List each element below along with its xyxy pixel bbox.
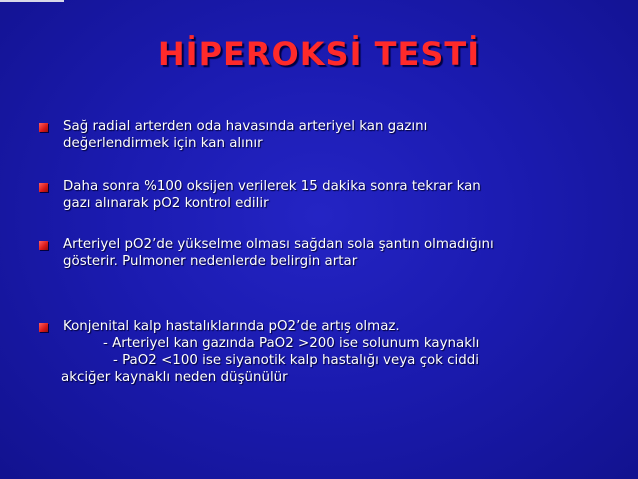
bullet-item [63, 236, 623, 270]
bullet-square-icon [39, 183, 48, 192]
bullet-subline: - PaO2 <100 ise siyanotik kalp hastalığı veya çok ciddi [113, 353, 479, 368]
slide-title: HİPEROKSİ TESTİ [157, 35, 481, 73]
bullet-square-icon [39, 123, 48, 132]
bullet-line: Sağ radial arterden oda havasında arteriyel kan gazını [63, 119, 428, 134]
bullet-item [63, 178, 623, 212]
bullet-subline: - Arteriyel kan gazında PaO2 >200 ise solunum kaynaklı [103, 336, 480, 351]
bullet-line: Daha sonra %100 oksijen verilerek 15 dakika sonra tekrar kan [63, 179, 481, 194]
bullet-square-icon [39, 241, 48, 250]
corner-mark [0, 0, 64, 2]
bullet-line: gösterir. Pulmoner nedenlerde belirgin artar [63, 254, 358, 269]
bullet-item [63, 318, 623, 386]
bullet-line: gazı alınarak pO2 kontrol edilir [63, 196, 269, 211]
bullet-subline: akciğer kaynaklı neden düşünülür [61, 370, 288, 385]
bullet-square-icon [39, 323, 48, 332]
bullet-line: Konjenital kalp hastalıklarında pO2’de artış olmaz. [63, 319, 400, 334]
bullet-line: Arteriyel pO2’de yükselme olması sağdan sola şantın olmadığını [63, 237, 494, 252]
bullet-item [63, 118, 623, 152]
bullet-line: değerlendirmek için kan alınır [63, 136, 263, 151]
